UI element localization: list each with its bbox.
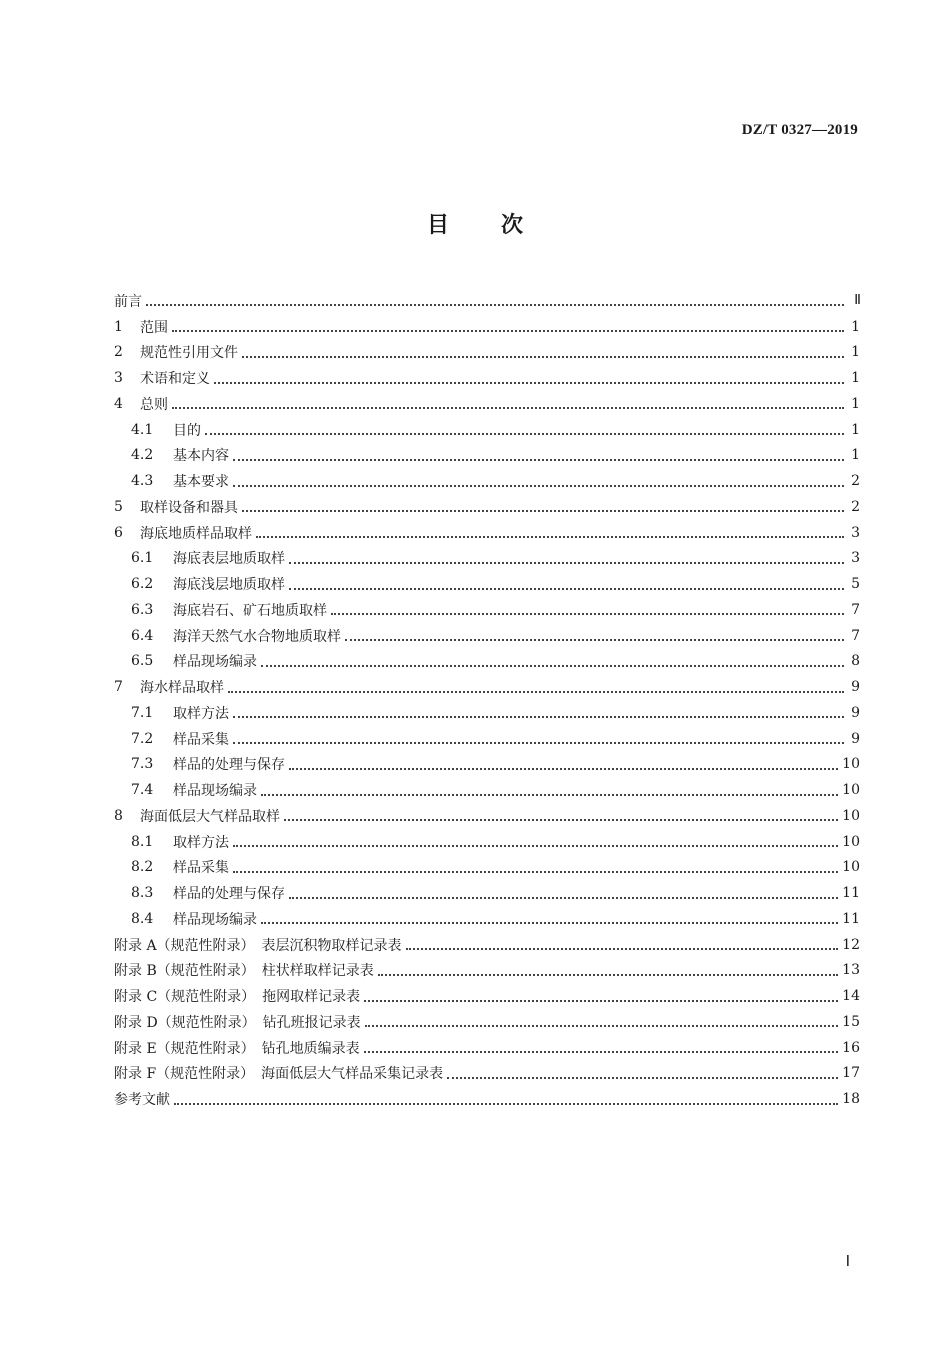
toc-leader-dots	[406, 947, 839, 950]
toc-entry-number: 1	[114, 318, 123, 335]
toc-entry-label: 附录 E（规范性附录） 钻孔地质编录表	[114, 1040, 360, 1057]
toc-appendix-entry[interactable]	[114, 958, 860, 984]
toc-entry-page: 8	[851, 653, 860, 670]
toc-entry[interactable]	[114, 391, 860, 417]
toc-entry[interactable]	[114, 674, 860, 700]
toc-entry-label: 样品的处理与保存	[173, 886, 285, 903]
toc-subentry[interactable]	[114, 546, 860, 572]
toc-entry-label: 附录 D（规范性附录） 钻孔班报记录表	[114, 1014, 361, 1031]
toc-entry-number: 8.1	[131, 833, 154, 850]
toc-subentry[interactable]	[114, 906, 860, 932]
toc-entry-page: 9	[851, 730, 860, 747]
toc-entry-number: 7.2	[131, 730, 154, 747]
toc-entry-page: 1	[851, 395, 860, 412]
toc-entry-page: 2	[851, 473, 860, 490]
toc-entry-label: 样品现场编录	[173, 911, 257, 928]
toc-entry-page: 16	[842, 1039, 860, 1056]
toc-entry-page: 1	[851, 447, 860, 464]
toc-subentry[interactable]	[114, 597, 860, 623]
toc-leader-dots	[261, 921, 838, 924]
toc-subentry[interactable]	[114, 623, 860, 649]
toc-entry-page: 5	[851, 576, 860, 593]
toc-entry-page: 18	[842, 1091, 860, 1108]
toc-appendix-entry[interactable]	[114, 1035, 860, 1061]
toc-entry-page: 11	[842, 910, 860, 927]
toc-leader-dots	[214, 381, 844, 384]
toc-entry-number: 4.2	[131, 447, 154, 464]
toc-entry-page: 1	[851, 344, 860, 361]
toc-leader-dots	[378, 973, 838, 976]
toc-entry-number: 6.2	[131, 576, 154, 593]
toc-leader-dots	[364, 999, 838, 1002]
toc-entry-number: 6.5	[131, 653, 154, 670]
toc-entry-label: 海底浅层地质取样	[173, 577, 285, 594]
toc-leader-dots	[331, 612, 844, 615]
toc-subentry[interactable]	[114, 417, 860, 443]
toc-leader-dots	[447, 1076, 838, 1079]
toc-entry-label: 规范性引用文件	[140, 345, 238, 362]
toc-entry-label: 附录 C（规范性附录） 拖网取样记录表	[114, 989, 361, 1006]
toc-entry-number: 2	[114, 344, 123, 361]
toc-subentry[interactable]	[114, 571, 860, 597]
toc-entry-label: 取样方法	[173, 834, 229, 851]
toc-subentry[interactable]	[114, 880, 860, 906]
toc-entry-number: 4.3	[131, 473, 154, 490]
toc-leader-dots	[146, 303, 844, 306]
toc-entry[interactable]	[114, 520, 860, 546]
toc-entry-label: 目的	[173, 422, 201, 439]
toc-leader-dots	[261, 664, 844, 667]
toc-entry-number: 7.3	[131, 756, 154, 773]
toc-entry-label: 取样方法	[173, 705, 229, 722]
toc-entry-number: 4	[114, 395, 123, 412]
toc-entry-label: 术语和定义	[140, 371, 210, 388]
toc-entry-label: 海底岩石、矿石地质取样	[173, 602, 327, 619]
toc-entry-number: 8.4	[131, 910, 154, 927]
toc-entry-label: 基本要求	[173, 474, 229, 491]
toc-entry-number: 7	[114, 679, 123, 696]
toc-leader-dots	[289, 561, 844, 564]
toc-entry-page: 14	[842, 988, 860, 1005]
toc-entry[interactable]	[114, 803, 860, 829]
toc-entry-label: 附录 A（规范性附录） 表层沉积物取样记录表	[114, 937, 402, 954]
toc-entry-label: 参考文献	[114, 1092, 170, 1109]
toc-entry-page: 3	[851, 524, 860, 541]
toc-entry-label: 基本内容	[173, 448, 229, 465]
toc-entry-page: 12	[842, 936, 860, 953]
toc-entry-number: 7.4	[131, 782, 154, 799]
toc-entry-label: 样品现场编录	[173, 654, 257, 671]
toc-leader-dots	[261, 793, 838, 796]
toc-leader-dots	[172, 329, 844, 332]
toc-leader-dots	[345, 638, 844, 641]
toc-leader-dots	[205, 432, 844, 435]
toc-subentry[interactable]	[114, 752, 860, 778]
toc-leader-dots	[284, 818, 838, 821]
toc-entry-number: 7.1	[131, 704, 154, 721]
toc-entry[interactable]	[114, 1086, 860, 1112]
toc-leader-dots	[228, 690, 844, 693]
toc-entry-page: 2	[851, 498, 860, 515]
toc-subentry[interactable]	[114, 777, 860, 803]
toc-subentry[interactable]	[114, 726, 860, 752]
toc-leader-dots	[233, 484, 844, 487]
toc-entry-number: 6.3	[131, 601, 154, 618]
toc-entry-page: 11	[842, 885, 860, 902]
toc-leader-dots	[289, 587, 844, 590]
toc-entry-page: 13	[842, 962, 860, 979]
toc-entry[interactable]	[114, 494, 860, 520]
toc-appendix-entry[interactable]	[114, 1061, 860, 1087]
page-number: Ⅰ	[845, 1254, 850, 1270]
toc-entry-label: 样品的处理与保存	[173, 757, 285, 774]
toc-entry-label: 总则	[140, 396, 168, 413]
page-title-char-1: 目	[426, 213, 449, 238]
toc-entry-page: 1	[851, 370, 860, 387]
toc-entry-label: 海底地质样品取样	[140, 525, 252, 542]
toc-entry[interactable]	[114, 314, 860, 340]
toc-entry-page: 7	[851, 627, 860, 644]
table-of-contents	[114, 288, 860, 1112]
toc-entry-label: 海面低层大气样品取样	[140, 808, 280, 825]
toc-entry[interactable]	[114, 365, 860, 391]
toc-entry[interactable]	[114, 340, 860, 366]
toc-leader-dots	[289, 896, 838, 899]
toc-entry-label: 附录 F（规范性附录） 海面低层大气样品采集记录表	[114, 1066, 444, 1083]
toc-entry-page: 15	[842, 1013, 860, 1030]
toc-leader-dots	[233, 715, 844, 718]
toc-leader-dots	[174, 1102, 838, 1105]
toc-entry-page: 7	[851, 601, 860, 618]
toc-leader-dots	[233, 844, 838, 847]
toc-entry-number: 8.2	[131, 859, 154, 876]
toc-entry-page: 10	[842, 859, 860, 876]
toc-entry-page: 1	[851, 318, 860, 335]
page-title-char-2: 次	[501, 213, 524, 238]
toc-entry-label: 取样设备和器具	[140, 499, 238, 516]
page-title	[0, 208, 950, 239]
toc-entry-page: 10	[842, 833, 860, 850]
toc-leader-dots	[233, 741, 844, 744]
toc-leader-dots	[256, 535, 844, 538]
toc-entry-number: 4.1	[131, 421, 154, 438]
toc-entry-number: 5	[114, 498, 123, 515]
toc-subentry[interactable]	[114, 829, 860, 855]
toc-entry-page: 17	[842, 1065, 860, 1082]
toc-entry-number: 3	[114, 370, 123, 387]
toc-entry-page: 10	[842, 756, 860, 773]
toc-entry-label: 范围	[140, 319, 168, 336]
toc-leader-dots	[364, 1050, 839, 1053]
toc-entry-number: 6.1	[131, 550, 154, 567]
toc-leader-dots	[242, 509, 844, 512]
toc-entry-label: 海底表层地质取样	[173, 551, 285, 568]
toc-subentry[interactable]	[114, 700, 860, 726]
standard-code: DZ/T 0327—2019	[741, 122, 858, 138]
toc-entry-label: 样品采集	[173, 860, 229, 877]
toc-entry-page: 9	[851, 704, 860, 721]
toc-leader-dots	[172, 406, 844, 409]
toc-subentry[interactable]	[114, 649, 860, 675]
toc-entry-number: 8	[114, 807, 123, 824]
toc-appendix-entry[interactable]	[114, 983, 860, 1009]
toc-leader-dots	[242, 355, 844, 358]
toc-entry-label: 样品现场编录	[173, 783, 257, 800]
toc-subentry[interactable]	[114, 468, 860, 494]
toc-leader-dots	[233, 870, 838, 873]
toc-entry-number: 6.4	[131, 627, 154, 644]
toc-subentry[interactable]	[114, 443, 860, 469]
toc-leader-dots	[289, 767, 838, 770]
toc-entry-number: 6	[114, 524, 123, 541]
toc-entry-number: 8.3	[131, 885, 154, 902]
toc-entry-page: 1	[851, 421, 860, 438]
toc-entry-label: 附录 B（规范性附录） 柱状样取样记录表	[114, 963, 374, 980]
toc-entry-page: 10	[842, 782, 860, 799]
toc-entry-label: 前言	[114, 293, 142, 310]
toc-appendix-entry[interactable]	[114, 932, 860, 958]
toc-entry-page: 9	[851, 679, 860, 696]
toc-leader-dots	[233, 458, 844, 461]
toc-entry-page: 10	[842, 807, 860, 824]
toc-entry-label: 样品采集	[173, 731, 229, 748]
toc-subentry[interactable]	[114, 855, 860, 881]
toc-entry[interactable]	[114, 288, 860, 314]
toc-entry-label: 海洋天然气水合物地质取样	[173, 628, 341, 645]
toc-entry-page: Ⅱ	[854, 293, 860, 309]
toc-entry-page: 3	[851, 550, 860, 567]
toc-appendix-entry[interactable]	[114, 1009, 860, 1035]
toc-entry-label: 海水样品取样	[140, 680, 224, 697]
toc-leader-dots	[365, 1024, 838, 1027]
